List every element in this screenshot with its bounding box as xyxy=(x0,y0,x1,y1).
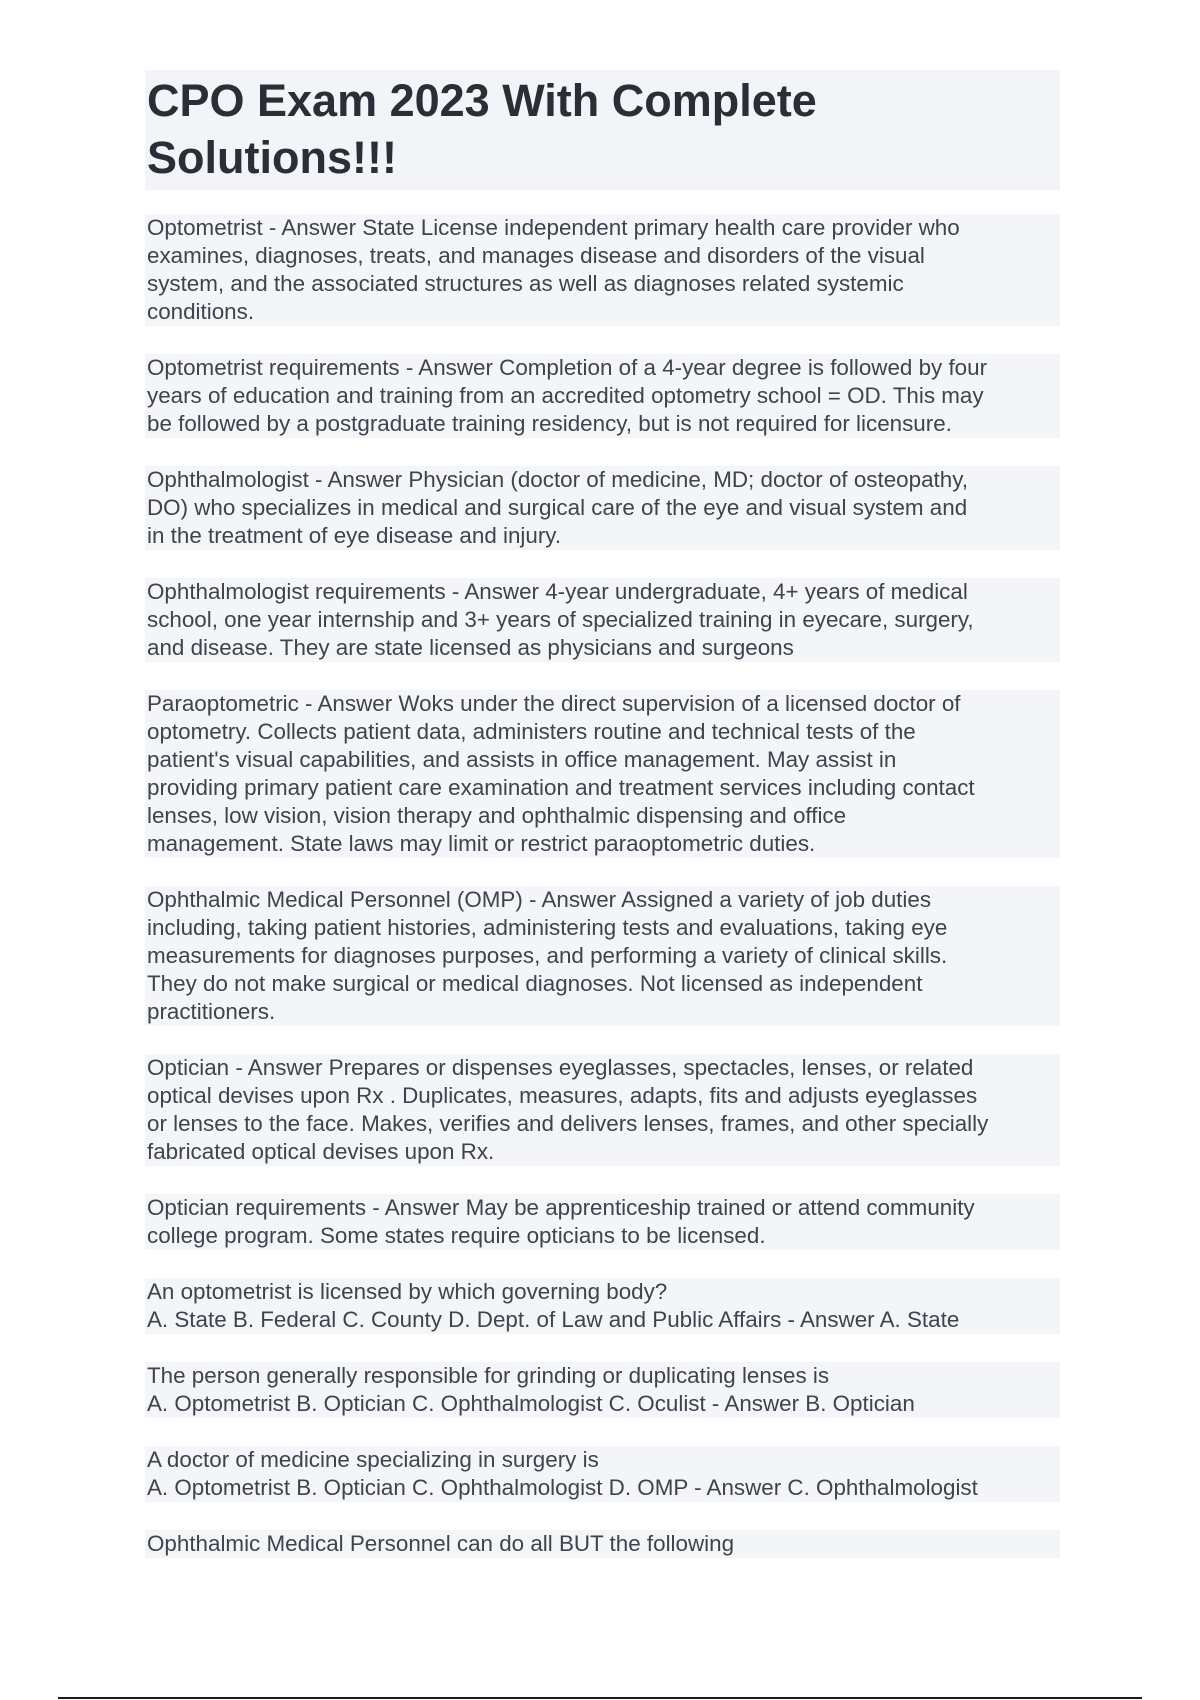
qa-entry-line: school, one year internship and 3+ years of specialized training in eyecare, surgery, xyxy=(147,607,974,632)
qa-entry-line: Ophthalmic Medical Personnel (OMP) - Answer Assigned a variety of job duties xyxy=(147,887,932,912)
qa-entry-line: be followed by a postgraduate training residency, but is not required for licensure. xyxy=(147,411,952,436)
qa-entry-line: A. State B. Federal C. County D. Dept. of Law and Public Affairs - Answer A. State xyxy=(147,1307,960,1332)
qa-entry-line: A. Optometrist B. Optician C. Ophthalmologist C. Oculist - Answer B. Optician xyxy=(147,1391,915,1416)
qa-entry xyxy=(145,1446,1060,1502)
qa-entry xyxy=(145,354,1060,438)
qa-entry xyxy=(145,466,1060,550)
qa-entry-line: providing primary patient care examination and treatment services including contact xyxy=(147,775,975,800)
qa-entry-line: Optometrist - Answer State License independent primary health care provider who xyxy=(147,215,960,240)
qa-entry-line: DO) who specializes in medical and surgical care of the eye and visual system and xyxy=(147,495,968,520)
title-block xyxy=(145,70,1060,190)
qa-entry-line: and disease. They are state licensed as physicians and surgeons xyxy=(147,635,794,660)
qa-entry-line: optometry. Collects patient data, administers routine and technical tests of the xyxy=(147,719,916,744)
qa-entry-line: including, taking patient histories, administering tests and evaluations, taking eye xyxy=(147,915,948,940)
qa-entry-line: lenses, low vision, vision therapy and ophthalmic dispensing and office xyxy=(147,803,847,828)
qa-entry-line: conditions. xyxy=(147,299,255,324)
qa-entry-line: patient's visual capabilities, and assists in office management. May assist in xyxy=(147,747,897,772)
qa-entry-line: examines, diagnoses, treats, and manages disease and disorders of the visual xyxy=(147,243,925,268)
document-page xyxy=(145,70,1060,1586)
qa-entry-line: or lenses to the face. Makes, verifies and delivers lenses, frames, and other specially xyxy=(147,1111,989,1136)
qa-entry-line: Paraoptometric - Answer Woks under the direct supervision of a licensed doctor of xyxy=(147,691,961,716)
qa-entry-line: They do not make surgical or medical diagnoses. Not licensed as independent xyxy=(147,971,923,996)
qa-entry-line: fabricated optical devises upon Rx. xyxy=(147,1139,495,1164)
qa-entry-line: measurements for diagnoses purposes, and performing a variety of clinical skills. xyxy=(147,943,948,968)
qa-entry-line: Optician - Answer Prepares or dispenses eyeglasses, spectacles, lenses, or related xyxy=(147,1055,974,1080)
qa-entry-line: optical devises upon Rx . Duplicates, measures, adapts, fits and adjusts eyeglasses xyxy=(147,1083,978,1108)
document-title: CPO Exam 2023 With Complete Solutions!!! xyxy=(147,75,817,183)
qa-entry-line: Ophthalmologist - Answer Physician (doctor of medicine, MD; doctor of osteopathy, xyxy=(147,467,968,492)
qa-entry-line: Ophthalmologist requirements - Answer 4-year undergraduate, 4+ years of medical xyxy=(147,579,968,604)
qa-entry-line: Optician requirements - Answer May be apprenticeship trained or attend community xyxy=(147,1195,975,1220)
qa-entry-line: system, and the associated structures as well as diagnoses related systemic xyxy=(147,271,904,296)
qa-entry xyxy=(145,1194,1060,1250)
qa-entry-line: A. Optometrist B. Optician C. Ophthalmologist D. OMP - Answer C. Ophthalmologist xyxy=(147,1475,978,1500)
qa-entry-line: An optometrist is licensed by which governing body? xyxy=(147,1279,668,1304)
qa-entry xyxy=(145,690,1060,858)
qa-entry-line: management. State laws may limit or restrict paraoptometric duties. xyxy=(147,831,816,856)
qa-entries-list xyxy=(145,214,1060,1558)
qa-entry xyxy=(145,1362,1060,1418)
qa-entry xyxy=(145,1278,1060,1334)
qa-entry xyxy=(145,578,1060,662)
qa-entry-line: The person generally responsible for grinding or duplicating lenses is xyxy=(147,1363,830,1388)
qa-entry xyxy=(145,214,1060,326)
qa-entry-line: college program. Some states require opticians to be licensed. xyxy=(147,1223,766,1248)
qa-entry-line: Ophthalmic Medical Personnel can do all BUT the following xyxy=(147,1531,735,1556)
qa-entry-line: Optometrist requirements - Answer Completion of a 4-year degree is followed by four xyxy=(147,355,988,380)
qa-entry-line: practitioners. xyxy=(147,999,276,1024)
qa-entry-line: in the treatment of eye disease and injury. xyxy=(147,523,562,548)
qa-entry xyxy=(145,1054,1060,1166)
qa-entry-line: A doctor of medicine specializing in surgery is xyxy=(147,1447,599,1472)
qa-entry xyxy=(145,886,1060,1026)
page-bottom-rule xyxy=(58,1697,1142,1699)
qa-entry xyxy=(145,1530,1060,1558)
qa-entry-line: years of education and training from an accredited optometry school = OD. This may xyxy=(147,383,984,408)
